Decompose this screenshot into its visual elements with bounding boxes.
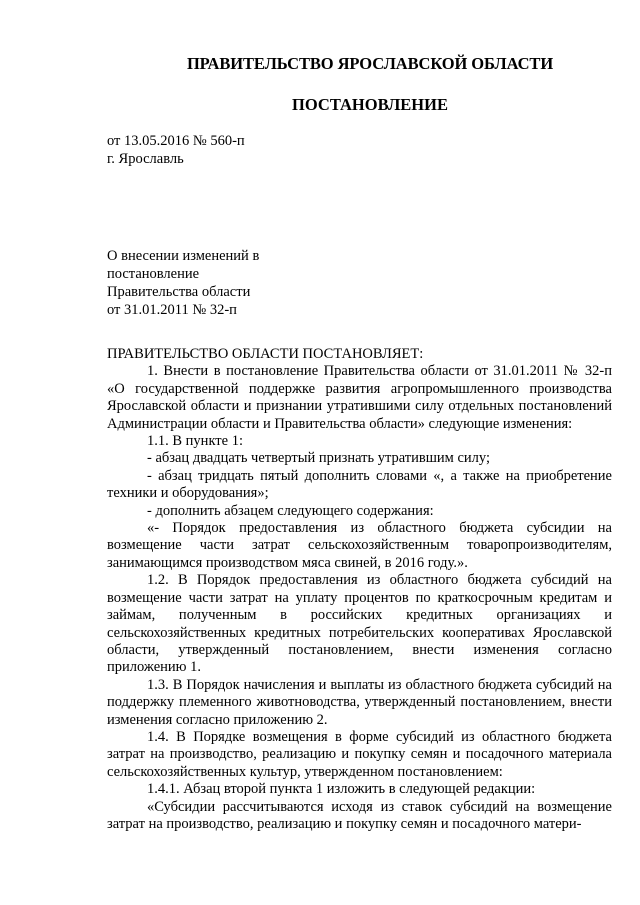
body-paragraph: - абзац двадцать четвертый признать утратившим силу; — [147, 450, 490, 467]
decree-meta — [107, 132, 245, 168]
government-title: ПРАВИТЕЛЬСТВО ЯРОСЛАВСКОЙ ОБЛАСТИ — [186, 54, 554, 73]
decree-body — [107, 346, 612, 833]
body-paragraph: 1.2. В Порядок предоставления из областного бюджета субсидий на возмещение части затрат на уплату процентов по краткосрочным кредитам и займам, полученным в российских кредитных организациях и сельскохозяйственных кредитных потребительских кооперативах Ярославской области, утвержденный постановлением, внести изменения согласно приложению 1. — [107, 572, 612, 676]
subject-line: постановление — [107, 266, 200, 282]
subject-line: Правительства области — [107, 284, 251, 300]
decree-title: ПОСТАНОВЛЕНИЕ — [292, 95, 448, 114]
body-paragraph: «Субсидии рассчитываются исходя из ставок субсидий на возмещение затрат на производство, реализацию и покупку семян и посадочного матери- — [107, 798, 612, 832]
subject-line: от 31.01.2011 № 32-п — [107, 302, 237, 318]
resolves-heading: ПРАВИТЕЛЬСТВО ОБЛАСТИ ПОСТАНОВЛЯЕТ: — [107, 346, 424, 362]
body-paragraph: 1. Внести в постановление Правительства области от 31.01.2011 № 32-п «О государственной поддержке развития агропромышленного производства Ярославской области и признании утратившими силу отдельных постановлений Администрации области и Правительства области» следующие изменения: — [107, 363, 612, 432]
body-paragraph: - абзац тридцать пятый дополнить словами «, а также на приобретение техники и оборудования»; — [107, 467, 612, 502]
body-paragraph: 1.4. В Порядке возмещения в форме субсидий из областного бюджета затрат на производство, реализацию и покупку семян и посадочного материала сельскохозяйственных культур, утвержденном постановлением: — [107, 728, 612, 780]
decree-city: г. Ярославль — [107, 151, 184, 167]
decree-subject — [107, 247, 259, 319]
body-paragraph: 1.1. В пункте 1: — [147, 433, 243, 450]
body-paragraph: «- Порядок предоставления из областного бюджета субсидии на возмещение части затрат сельскохозяйственным товаропроизводителям, занимающимся производством мяса свиней, в 2016 году.». — [107, 520, 612, 571]
decree-date-number: от 13.05.2016 № 560-п — [107, 133, 245, 149]
body-paragraph: 1.4.1. Абзац второй пункта 1 изложить в следующей редакции: — [147, 781, 536, 798]
body-paragraph: - дополнить абзацем следующего содержания: — [147, 502, 434, 519]
body-paragraph: 1.3. В Порядок начисления и выплаты из областного бюджета субсидий на поддержку племенного животноводства, утвержденный постановлением, внести изменения согласно приложению 2. — [107, 676, 612, 728]
subject-line: О внесении изменений в — [107, 248, 260, 264]
